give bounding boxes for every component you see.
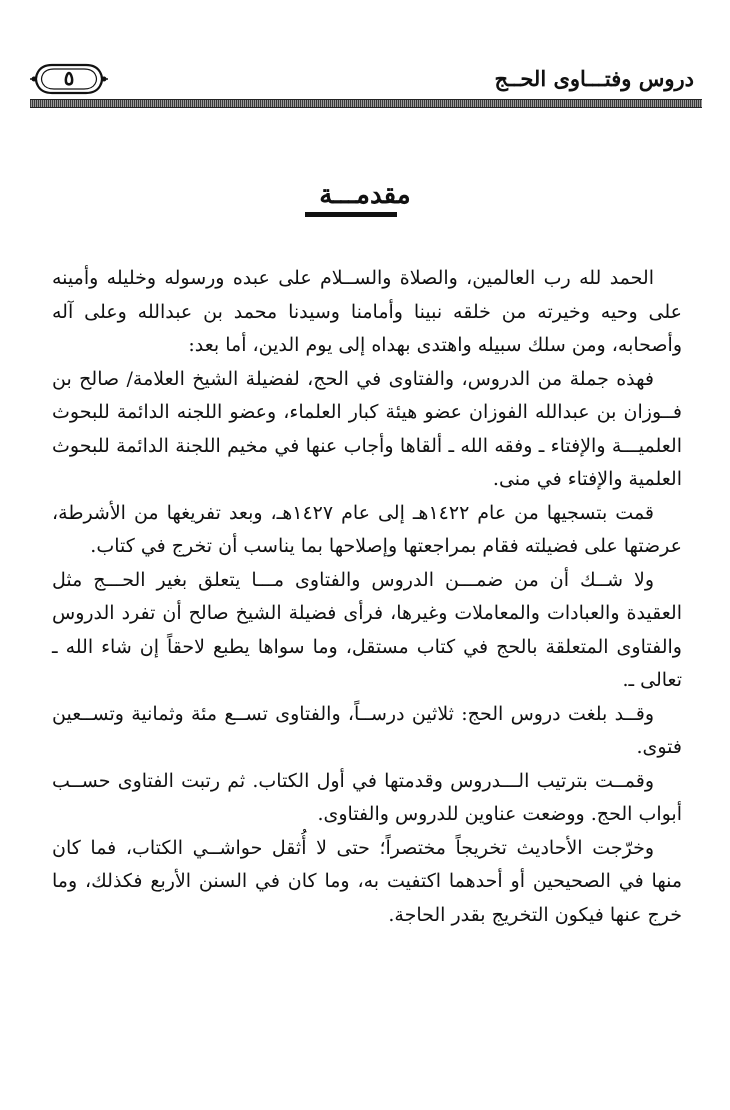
paragraph: فهذه جملة من الدروس، والفتاوى في الحج، لفضيلة الشيخ العلامة/ صالح بن فــوزان بن عبدالله الفوزان عضو هيئة كبار العلماء، وعضو اللجنه الدائمة للبحوث العلميـــة والإفتاء ـ وفقه الله ـ ألقاها وأجاب عنها في مخيم اللجنة الدائمة للبحوث العلمية والإفتاء في منى.: [52, 367, 682, 490]
page-number: ٥: [63, 66, 75, 90]
paragraph: قمت بتسجيها من عام ١٤٢٢هـ إلى عام ١٤٢٧هـ، وبعد تفريغها من الأشرطة، عرضتها على فضيلته فقام بمراجعتها وإصلاحها بما يناسب أن تخرج في كتاب.: [52, 501, 682, 557]
paragraph: ولا شــك أن من ضمـــن الدروس والفتاوى مـــا يتعلق بغير الحـــج مثل العقيدة والعبادات والمعاملات وغيرها، فرأى فضيلة الشيخ صالح أن تفرد الدروس والفتاوى المتعلقة بالحج في كتاب مستقل، وما سواها يطبع لاحقاً إن شاء الله ـ تعالى ـ.: [52, 568, 682, 691]
running-head-title: دروس وفتـــاوى الحــج: [494, 66, 694, 91]
page-header: [30, 62, 702, 102]
paragraph: وخرّجت الأحاديث تخريجاً مختصراً؛ حتى لا أُثقل حواشــي الكتاب، فما كان منها في الصحيحين أو أحدهما اكتفيت به، وما كان في السنن الأربع فكذلك، وما خرج عنها فيكون التخريج بقدر الحاجة.: [52, 836, 682, 926]
body-text: [52, 262, 682, 932]
paragraph: وقمــت بترتيب الـــدروس وقدمتها في أول الكتاب. ثم رتبت الفتاوى حســب أبواب الحج. ووضعت عناوين للدروس والفتاوى.: [52, 769, 682, 825]
page-number-ornament: [30, 62, 108, 96]
paragraph: وقــد بلغت دروس الحج: ثلاثين درســاً، والفتاوى تســع مئة وثمانية وتســعين فتوى.: [52, 702, 682, 758]
header-divider: [30, 99, 702, 108]
paragraph: الحمد لله رب العالمين، والصلاة والســلام على عبده ورسوله وخليله وأمينه على وحيه وخيرته من خلقه نبينا وأمامنا وسيدنا محمد بن عبدالله وعلى آله وأصحابه، ومن سلك سبيله واهتدى بهداه إلى يوم الدين، أما بعد:: [52, 267, 682, 356]
title-underline: [305, 212, 397, 217]
section-title: مقدمـــة: [319, 180, 411, 210]
